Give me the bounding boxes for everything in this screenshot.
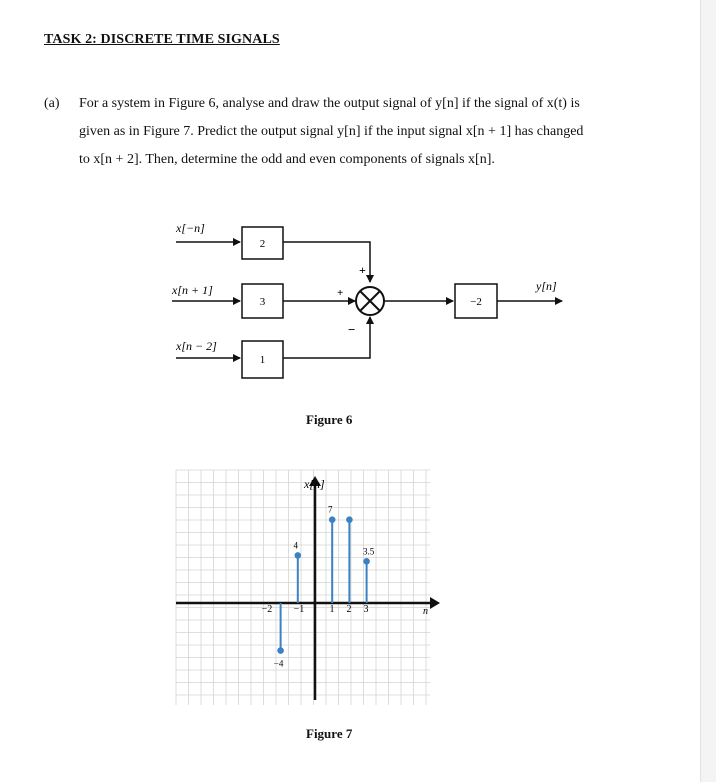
x-tick-1: 1 xyxy=(329,604,335,615)
stem-point xyxy=(363,558,370,565)
input-label-x-n-minus-2: x[n − 2] xyxy=(176,339,217,353)
stem-point xyxy=(346,516,353,523)
stem-point xyxy=(295,552,302,559)
sign-bottom: − xyxy=(348,322,356,337)
input-label-x-n-plus-1: x[n + 1] xyxy=(172,283,213,297)
input-label-x-neg-n: x[−n] xyxy=(176,221,205,235)
stem-point xyxy=(329,516,336,523)
task-title: TASK 2: DISCRETE TIME SIGNALS xyxy=(44,32,280,47)
question-line-2: given as in Figure 7. Predict the output signal y[n] if the input signal x[n + 1] has changed xyxy=(79,124,584,139)
sign-left: + xyxy=(337,287,344,299)
x-axis-label: n xyxy=(423,606,428,617)
x-axis-arrow-icon xyxy=(430,597,440,609)
x-tick-2: 2 xyxy=(346,604,352,615)
question-line-1: For a system in Figure 6, analyse and draw the output signal of y[n] if the signal of x(t) is xyxy=(79,96,580,111)
output-label-y-n: y[n] xyxy=(536,279,557,293)
figure-6-caption: Figure 6 xyxy=(306,412,353,427)
stem-value-label: −4 xyxy=(273,658,284,669)
gain-1-label: 1 xyxy=(259,354,266,366)
gain-2-label: 2 xyxy=(259,238,266,250)
stem-point xyxy=(277,647,284,654)
y-axis-label: x[n] xyxy=(304,477,325,491)
x-tick-neg1: −1 xyxy=(293,604,305,615)
stem-value-label: 4 xyxy=(293,540,299,551)
output-gain-label: −2 xyxy=(470,296,482,308)
stem-value-label: 3.5 xyxy=(362,546,375,557)
gain-3-label: 3 xyxy=(259,296,266,308)
sign-top: + xyxy=(359,263,366,277)
question-label: (a) xyxy=(44,96,60,111)
grid xyxy=(176,470,430,705)
stem-value-label: 7 xyxy=(327,504,333,515)
stem-series xyxy=(274,505,375,669)
question-line-3: to x[n + 2]. Then, determine the odd and even components of signals x[n]. xyxy=(79,152,495,167)
figure-7-caption: Figure 7 xyxy=(306,726,353,741)
x-tick-3: 3 xyxy=(363,604,369,615)
x-tick-neg2: −2 xyxy=(261,604,273,615)
